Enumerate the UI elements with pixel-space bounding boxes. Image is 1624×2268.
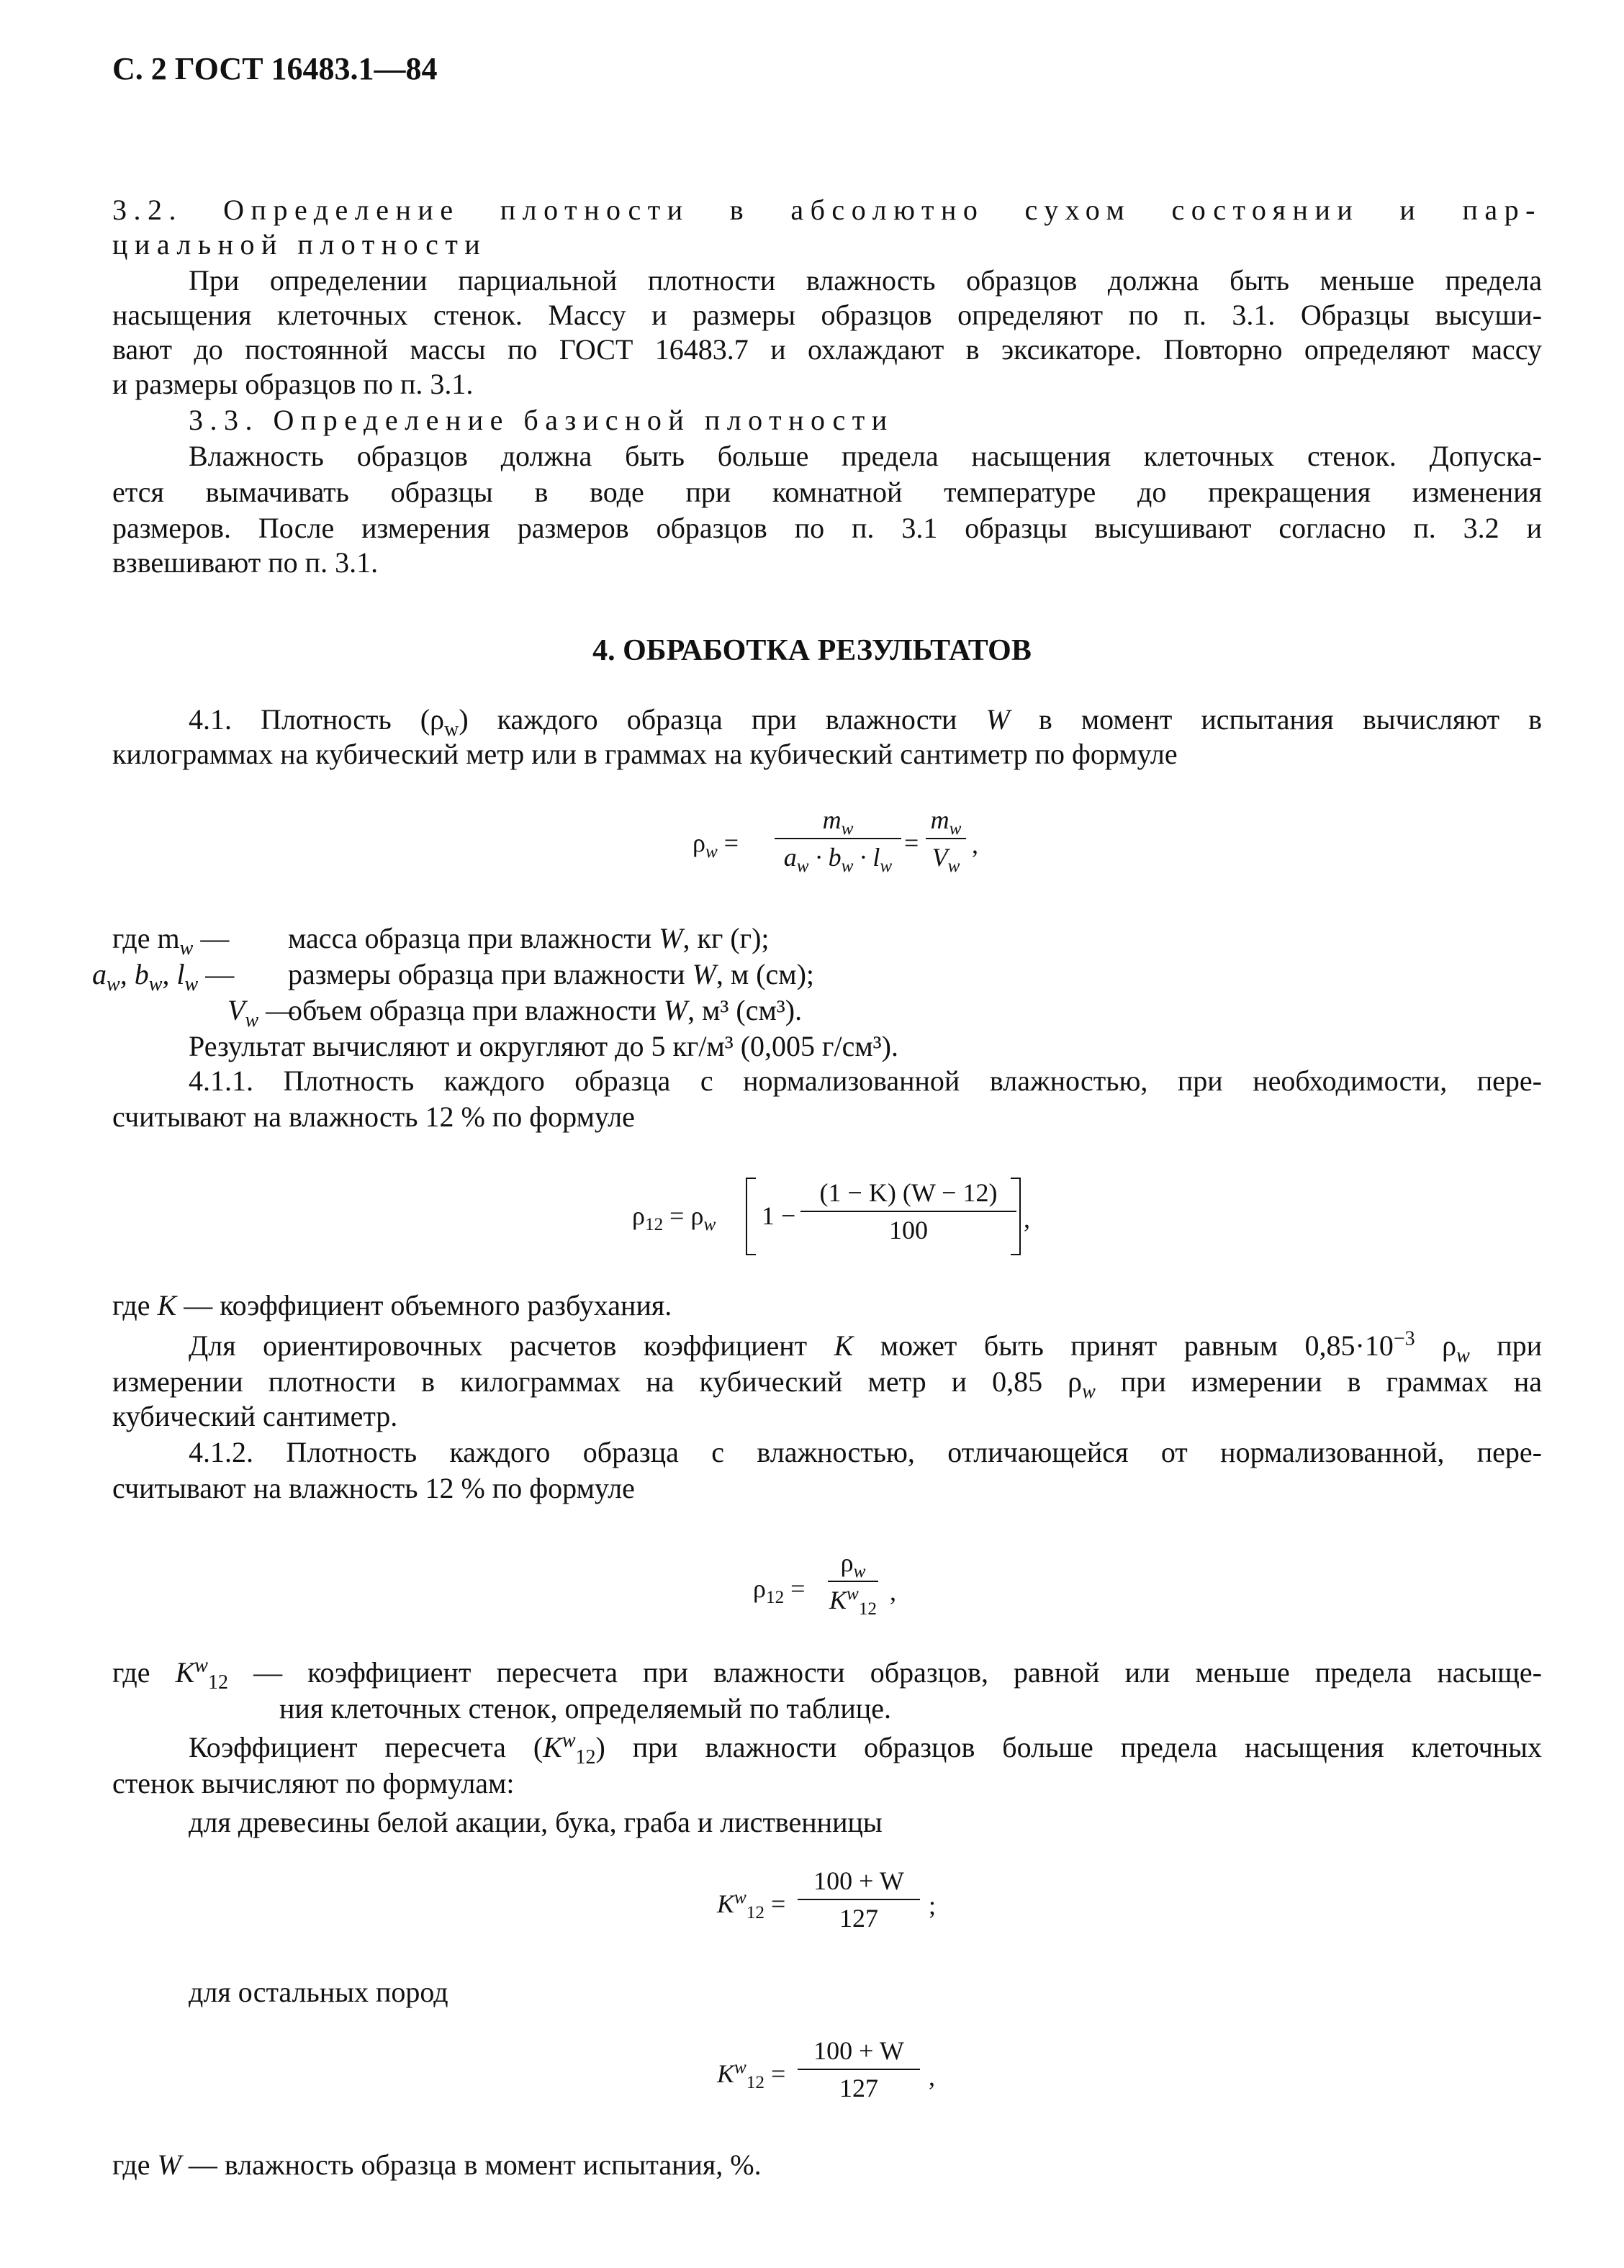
- formula-rho-12-fraction: $\frac{(1 - K) (W - 12)}{100}$: [800, 1178, 1016, 1245]
- where-line-dims: $a_w$, $b_w$, $l_w$ —: [92, 958, 235, 995]
- formula-one-minus: 1 −: [762, 1201, 796, 1230]
- para-4-1-line: килограммах на кубический метр или в граммах на кубический сантиметр по формуле: [112, 738, 1178, 770]
- para-4-1-2-line: 4.1.2. Плотность каждого образца с влажностью, отличающейся от нормализованной, пере-: [189, 1436, 1542, 1468]
- section-3-2-title-cont: циальной плотности: [112, 228, 487, 261]
- formula-comma: ,: [972, 830, 978, 859]
- section-3-3-text-line: взвешивают по п. 3.1.: [112, 546, 379, 579]
- section-3-3-text-line: Влажность образцов должна быть больше предела насыщения клеточных стенок. Допуска-: [189, 440, 1542, 472]
- section-3-2-text-line: При определении парциальной плотности влажность образцов должна быть меньше предела: [189, 264, 1542, 297]
- formula-k12-lhs: $K^w_{12}$ =: [717, 1888, 786, 1923]
- formula-k12-lhs-2: $K^w_{12}$ =: [717, 2058, 786, 2093]
- result-rounding: Результат вычисляют и округляют до 5 кг/м³ (0,005 г/см³).: [189, 1030, 898, 1062]
- section-3-2-text-line: вают до постоянной массы по ГОСТ 16483.7 и охлаждают в эксикаторе. Повторно определяют массу: [112, 333, 1542, 366]
- approx-line: измерении плотности в килограммах на кубический метр и 0,85 $\rho_w$ при измерении в граммах на: [112, 1365, 1542, 1403]
- para-4-1-1-line: 4.1.1. Плотность каждого образца с нормализованной влажностью, при необходимости, пере-: [189, 1065, 1542, 1097]
- section-3-3-title: 3.3. Определение базисной плотности: [189, 404, 894, 436]
- formula-semicolon: ;: [929, 1891, 937, 1920]
- where-line-k: где K — коэффициент объемного разбухания.: [112, 1289, 672, 1322]
- section-3-2-title: 3.2. Определение плотности в абсолютно сухом состоянии и пар-: [112, 194, 1542, 226]
- formula-rho-12-lhs: $\rho_{12} = \rho_w$: [632, 1201, 716, 1235]
- formula-right-bracket: [1011, 1178, 1021, 1255]
- para-4-1-1-line: считывают на влажность 12 % по формуле: [112, 1101, 635, 1133]
- acacia-label: для древесины белой акации, бука, граба и лиственницы: [189, 1806, 883, 1838]
- para-4-1-line: 4.1. Плотность $(\rho_w)$ каждого образца при влажности W в момент испытания вычисляют в: [189, 703, 1542, 741]
- where-line-dims-desc: размеры образца при влажности W, м (см);: [288, 958, 815, 990]
- where-line-mass: где $m_w$ —: [112, 922, 230, 959]
- formula-k12-fraction-other: $\frac{100 + W}{127}$: [798, 2036, 920, 2103]
- formula-rho-12-lhs-2: $\rho_{12}$ =: [753, 1574, 806, 1608]
- formula-comma: ,: [929, 2062, 935, 2091]
- coef-line: стенок вычисляют по формулам:: [112, 1767, 515, 1799]
- formula-k12-fraction-acacia: $\frac{100 + W}{127}$: [798, 1866, 920, 1933]
- section-3-2-text-line: и размеры образцов по п. 3.1.: [112, 368, 474, 400]
- section-3-3-text-line: ется вымачивать образцы в воде при комнатной температуре до прекращения изменения: [112, 476, 1542, 508]
- para-4-1-2-line: считывают на влажность 12 % по формуле: [112, 1472, 635, 1504]
- page-header: С. 2 ГОСТ 16483.1—84: [112, 51, 438, 86]
- approx-line: кубический сантиметр.: [112, 1400, 398, 1432]
- where-line-k12-cont: ния клеточных стенок, определяемый по таблице.: [279, 1692, 891, 1725]
- formula-rho-w-lhs: $\rho_w$ =: [693, 828, 739, 862]
- formula-rho-w-fraction-2: $\frac{m_w}{V_w}$: [926, 805, 966, 872]
- coef-line: Коэффициент пересчета $(K^w_{12})$ при влажности образцов больше предела насыщения клеточных: [189, 1729, 1542, 1768]
- where-line-k12: где $K^w_{12}$ — коэффициент пересчета при влажности образцов, равной или меньше предела насыще-: [112, 1654, 1542, 1694]
- section-3-2-text-line: насыщения клеточных стенок. Массу и размеры образцов определяют по п. 3.1. Образцы высуши-: [112, 299, 1542, 331]
- section-3-3-text-line: размеров. После измерения размеров образцов по п. 3.1 образцы высушивают согласно п. 3.2 и: [112, 512, 1542, 544]
- section-4-title: 4. ОБРАБОТКА РЕЗУЛЬТАТОВ: [592, 634, 1032, 667]
- formula-rho-w-fraction-1: $\frac{m_w}{a_w \cdot b_w \cdot l_w}$: [775, 805, 901, 872]
- other-species-label: для остальных пород: [189, 1976, 448, 2008]
- approx-line: Для ориентировочных расчетов коэффициент K может быть принят равным $0,85\cdot 10^{-3}$ $\rho_w$ при: [189, 1327, 1543, 1367]
- where-line-volume-desc: объем образца при влажности W, м³ (см³).: [288, 994, 803, 1026]
- where-line-w: где W — влажность образца в момент испытания, %.: [112, 2149, 762, 2181]
- formula-equals: =: [904, 828, 919, 857]
- formula-rho-12-ratio: $\frac{\rho_w}{K^w_{12}}$: [829, 1548, 877, 1619]
- formula-comma: ,: [890, 1577, 896, 1606]
- formula-left-bracket: [746, 1178, 756, 1255]
- where-line-volume: $V_w$ —: [227, 994, 295, 1031]
- where-line-mass-desc: масса образца при влажности W, кг (г);: [288, 922, 770, 954]
- formula-comma: ,: [1024, 1204, 1030, 1233]
